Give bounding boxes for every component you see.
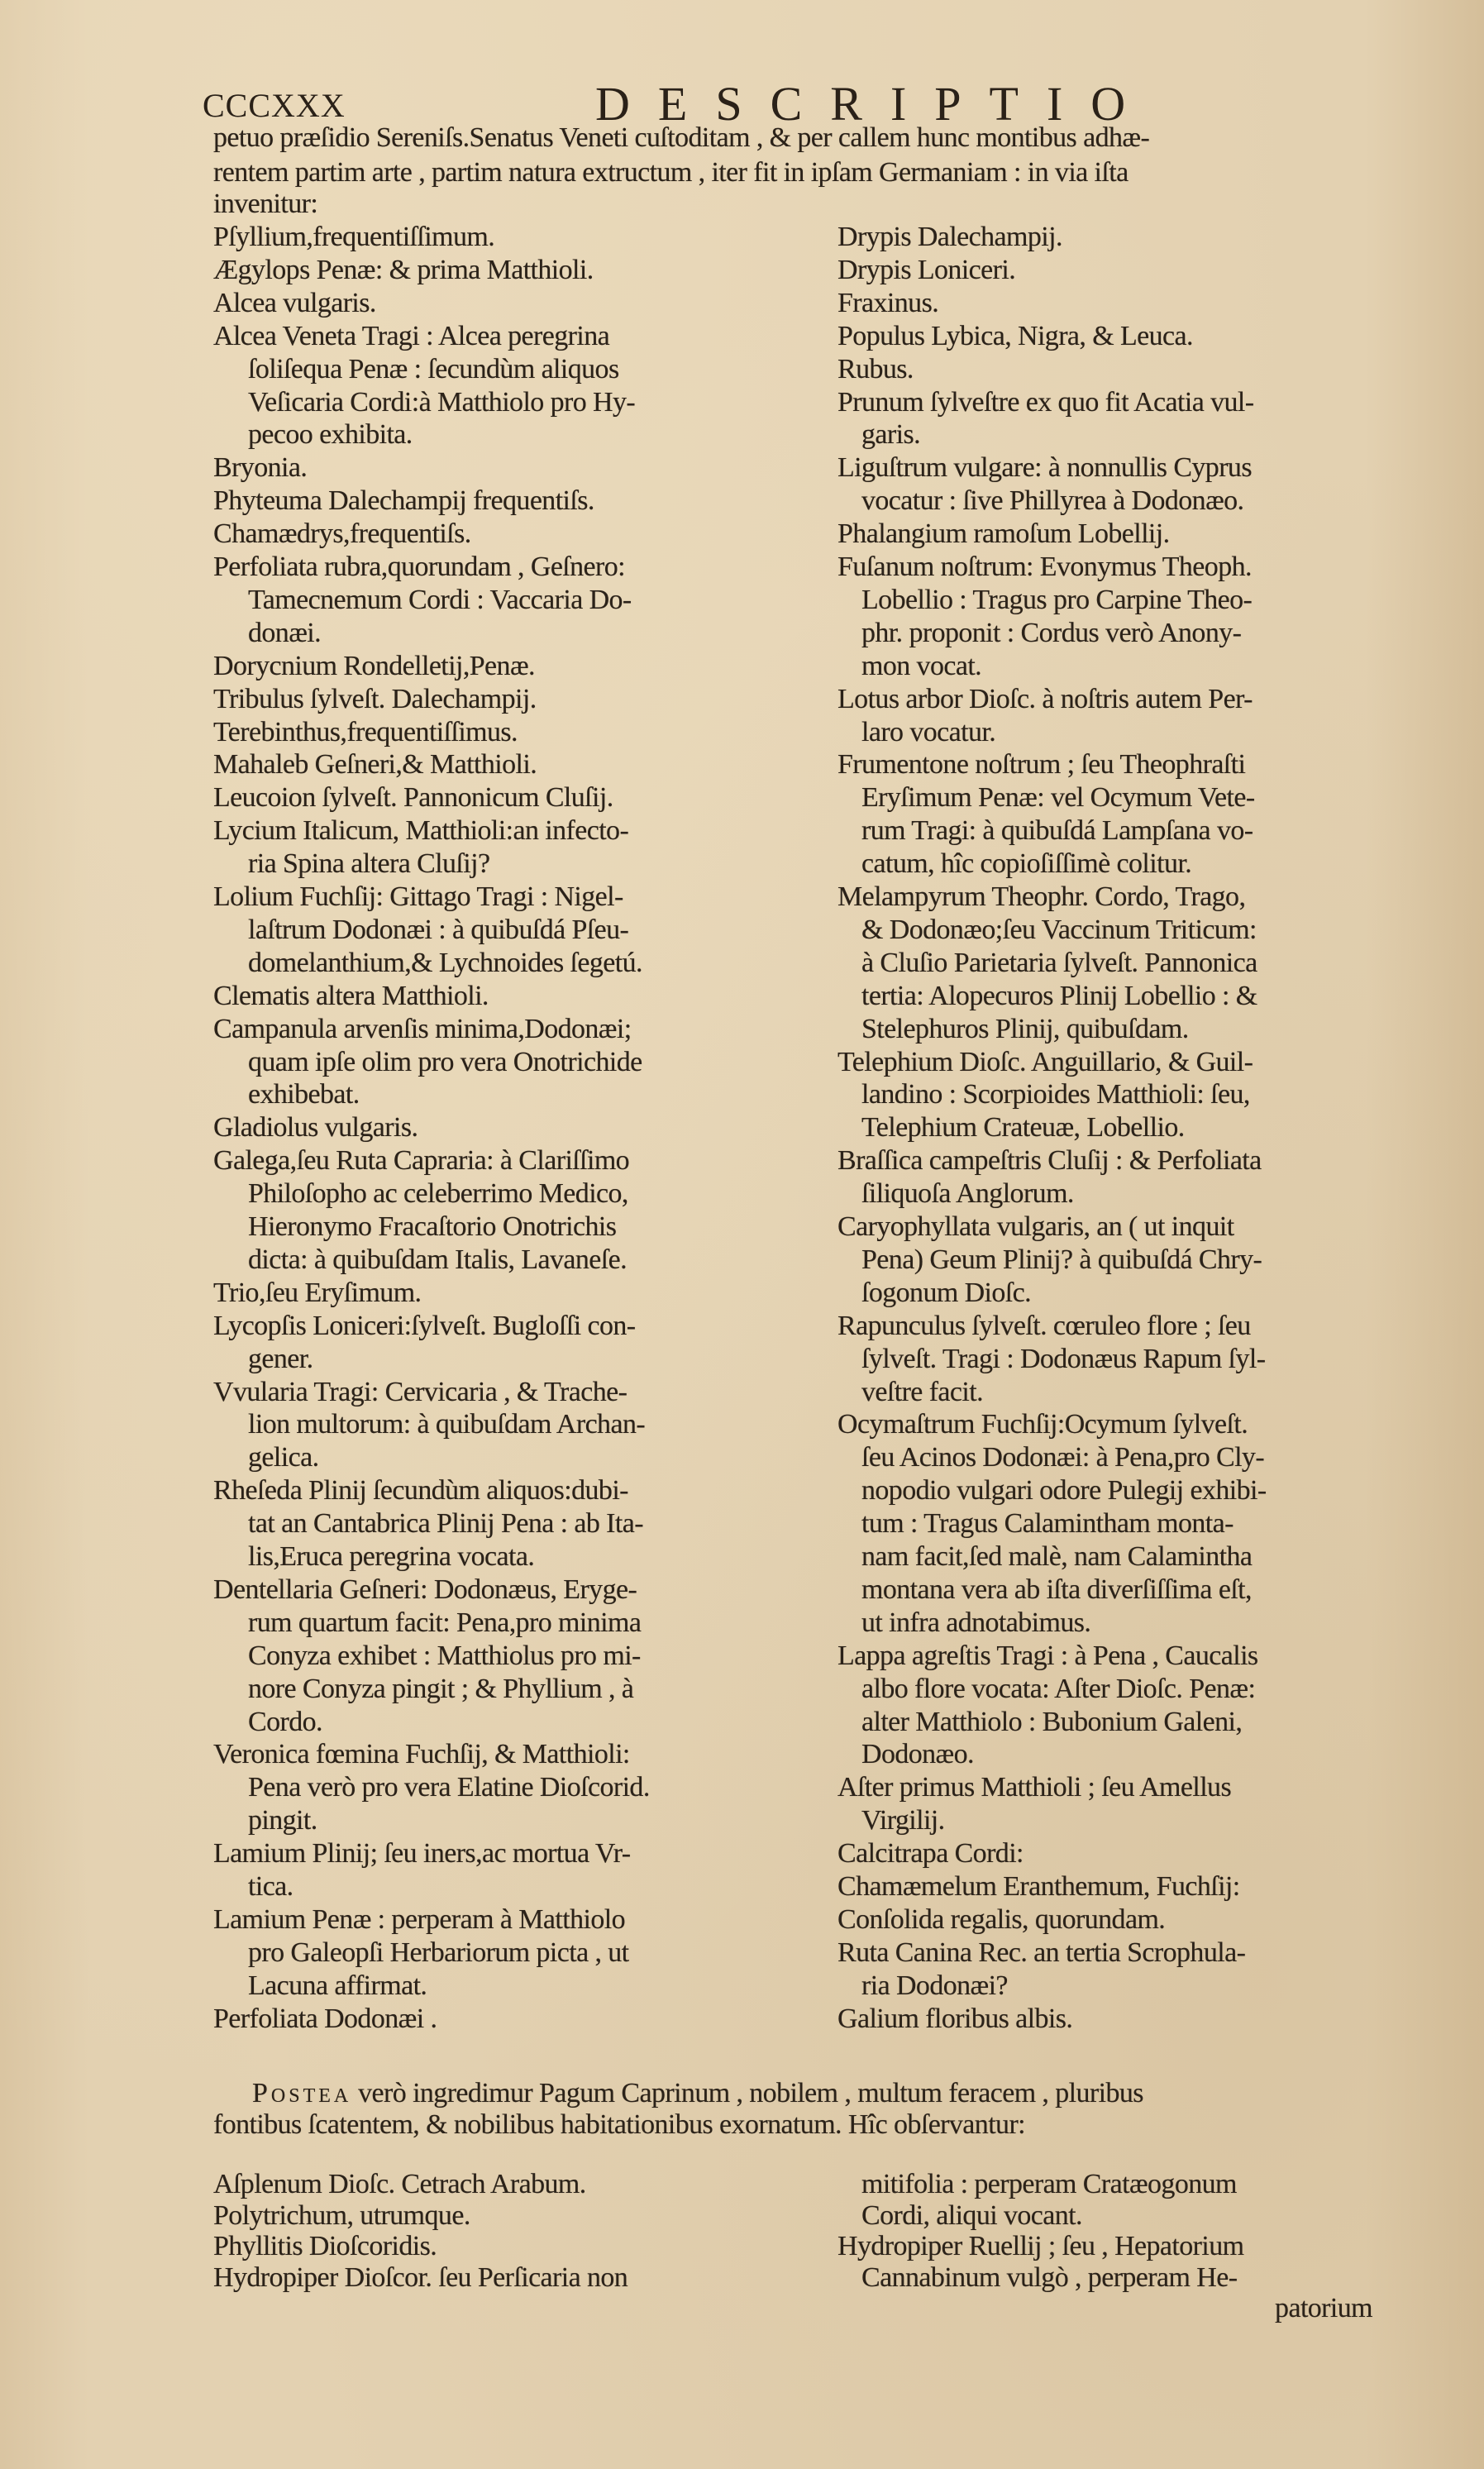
list-line: Cannabinum vulgò , perperam He- bbox=[861, 2261, 1238, 2293]
list-line: Chamæmelum Eranthemum, Fuchſij: bbox=[837, 1871, 1240, 1902]
list-line: Vvularia Tragi: Cervicaria , & Trache- bbox=[213, 1376, 627, 1407]
list-line: Dodonæo. bbox=[861, 1739, 974, 1770]
list-line: nore Conyza pingit ; & Phyllium , à bbox=[248, 1673, 634, 1704]
list-line: alter Matthiolo : Bubonium Galeni, bbox=[861, 1706, 1243, 1737]
list-line: Chamædrys,frequentiſs. bbox=[213, 518, 471, 550]
list-line: Perfoliata rubra,quorundam , Geſnero: bbox=[213, 552, 626, 582]
list-line: Lamium Plinij; ſeu iners,ac mortua Vr- bbox=[213, 1838, 631, 1870]
list-line: Prunum ſylveſtre ex quo fit Acatia vul- bbox=[837, 386, 1254, 418]
list-line: Lolium Fuchſij: Gittago Tragi : Nigel- bbox=[213, 881, 623, 912]
list-line: mon vocat. bbox=[861, 650, 982, 681]
list-line: ut infra adnotabimus. bbox=[861, 1607, 1091, 1638]
list-line: Hydropiper Ruellij ; ſeu , Hepatorium bbox=[837, 2231, 1244, 2261]
paragraph-text-1: verò ingredimur Pagum Caprinum , nobilem , multum feracem , pluribus bbox=[351, 2078, 1143, 2108]
list-line: laro vocatur. bbox=[861, 716, 996, 747]
list-line: Campanula arvenſis minima,Dodonæi; bbox=[213, 1013, 632, 1044]
list-line: Ocymaſtrum Fuchſij:Ocymum ſylveſt. bbox=[837, 1409, 1248, 1440]
list-line: rum Tragi: à quibuſdá Lampſana vo- bbox=[861, 815, 1253, 847]
list-line: Cordo. bbox=[248, 1706, 322, 1737]
intro-line: invenitur: bbox=[213, 189, 318, 219]
list-line: Lappa agreſtis Tragi : à Pena , Caucalis bbox=[837, 1640, 1258, 1671]
list-line: phr. proponit : Cordus verò Anony- bbox=[861, 617, 1242, 648]
list-line: catum, hîc copioſiſſimè colitur. bbox=[861, 848, 1192, 880]
list-line: Lycium Italicum, Matthioli:an infecto- bbox=[213, 815, 629, 847]
list-line: Liguſtrum vulgare: à nonnullis Cyprus bbox=[837, 452, 1252, 484]
list-line: lion multorum: à quibuſdam Archan- bbox=[248, 1409, 646, 1440]
list-line: garis. bbox=[861, 419, 920, 451]
list-line: Caryophyllata vulgaris, an ( ut inquit bbox=[837, 1211, 1234, 1242]
page-number: CCCXXX bbox=[203, 87, 346, 124]
list-line: Terebinthus,frequentiſſimus. bbox=[213, 716, 518, 747]
list-line: Ægylops Penæ: & prima Matthioli. bbox=[213, 254, 594, 285]
list-line: Gladiolus vulgaris. bbox=[213, 1112, 418, 1144]
list-line: Drypis Dalechampij. bbox=[837, 222, 1062, 252]
list-line: Lacuna affirmat. bbox=[248, 1970, 427, 2001]
list-line: Conyza exhibet : Matthiolus pro mi- bbox=[248, 1640, 641, 1671]
list-line: Dorycnium Rondelletij,Penæ. bbox=[213, 650, 535, 681]
list-line: Rapunculus ſylveſt. cœruleo flore ; ſeu bbox=[837, 1310, 1251, 1341]
list-line: Virgilij. bbox=[861, 1805, 945, 1836]
list-line: Trio,ſeu Eryſimum. bbox=[213, 1277, 422, 1308]
list-line: ſeu Acinos Dodonæi: à Pena,pro Cly- bbox=[861, 1442, 1265, 1473]
list-line: tica. bbox=[248, 1871, 293, 1902]
list-line: Leucoion ſylveſt. Pannonicum Cluſij. bbox=[213, 782, 613, 814]
list-line: Phyllitis Dioſcoridis. bbox=[213, 2231, 437, 2261]
list-line: tertia: Alopecuros Plinij Lobellio : & bbox=[861, 980, 1257, 1011]
list-line: Polytrichum, utrumque. bbox=[213, 2199, 470, 2231]
list-line: gelica. bbox=[248, 1442, 319, 1473]
list-line: exhibebat. bbox=[248, 1079, 360, 1110]
list-line: Pena) Geum Plinij? à quibuſdá Chry- bbox=[861, 1244, 1262, 1275]
list-line: tat an Cantabrica Plinij Pena : ab Ita- bbox=[248, 1508, 643, 1540]
list-line: laſtrum Dodonæi : à quibuſdá Pſeu- bbox=[248, 914, 629, 945]
list-line: pingit. bbox=[248, 1805, 317, 1836]
list-line: Populus Lybica, Nigra, & Leuca. bbox=[837, 320, 1193, 351]
list-line: pro Galeopſi Herbariorum picta , ut bbox=[248, 1937, 629, 1968]
list-line: Lobellio : Tragus pro Carpine Theo- bbox=[861, 584, 1253, 615]
list-line: Rheſeda Plinij ſecundùm aliquos:dubi- bbox=[213, 1475, 628, 1507]
list-line: Lycopſis Loniceri:ſylveſt. Bugloſſi con- bbox=[213, 1310, 636, 1341]
list-line: Frumentone noſtrum ; ſeu Theophraſti bbox=[837, 749, 1246, 781]
list-line: Phyteuma Dalechampij frequentiſs. bbox=[213, 485, 594, 517]
intro-line: rentem partim arte , partim natura extructum , iter fit in ipſam Germaniam : in via iſta bbox=[213, 157, 1129, 188]
paragraph-line-2 bbox=[213, 2109, 1025, 2141]
list-line: Philoſopho ac celeberrimo Medico, bbox=[248, 1178, 628, 1210]
intro-line: petuo præſidio Sereniſs.Senatus Veneti cuſtoditam , & per callem hunc montibus adhæ- bbox=[213, 122, 1150, 153]
paragraph-line-1 bbox=[252, 2078, 1143, 2109]
list-line: Stelephuros Plinij, quibuſdam. bbox=[861, 1013, 1189, 1044]
list-line: ſylveſt. Tragi : Dodonæus Rapum ſyl- bbox=[861, 1343, 1266, 1374]
list-line: nam facit,ſed malè, nam Calamintha bbox=[861, 1541, 1253, 1572]
list-line: Veſicaria Cordi:à Matthiolo pro Hy- bbox=[248, 386, 636, 418]
list-line: Aſplenum Dioſc. Cetrach Arabum. bbox=[213, 2169, 586, 2199]
list-line: Rubus. bbox=[837, 353, 914, 384]
list-line: Lamium Penæ : perperam à Matthiolo bbox=[213, 1903, 625, 1935]
list-line: Alcea vulgaris. bbox=[213, 287, 376, 318]
list-line: dicta: à quibuſdam Italis, Lavaneſe. bbox=[248, 1244, 627, 1275]
list-line: à Cluſio Parietaria ſylveſt. Pannonica bbox=[861, 947, 1257, 978]
list-line: albo flore vocata: Aſter Dioſc. Penæ: bbox=[861, 1673, 1256, 1704]
list-line: Lotus arbor Dioſc. à noſtris autem Per- bbox=[837, 683, 1253, 714]
list-line: Cordi, aliqui vocant. bbox=[861, 2199, 1082, 2231]
list-line: Drypis Loniceri. bbox=[837, 254, 1016, 285]
list-line: domelanthium,& Lychnoides ſegetú. bbox=[248, 947, 642, 978]
list-line: mitifolia : perperam Cratæogonum bbox=[861, 2169, 1237, 2199]
list-line: ria Spina altera Cluſij? bbox=[248, 848, 490, 880]
list-line: Pena verò pro vera Elatine Dioſcorid. bbox=[248, 1772, 650, 1803]
list-line: montana vera ab iſta diverſiſſima eſt, bbox=[861, 1574, 1252, 1605]
list-line: veſtre facit. bbox=[861, 1376, 983, 1407]
list-line: tum : Tragus Calamintham monta- bbox=[861, 1508, 1233, 1540]
list-line: vocatur : ſive Phillyrea à Dodonæo. bbox=[861, 485, 1244, 517]
list-line: Tamecnemum Cordi : Vaccaria Do- bbox=[248, 584, 632, 615]
list-line: Phalangium ramoſum Lobellij. bbox=[837, 518, 1170, 550]
list-line: ſogonum Dioſc. bbox=[861, 1277, 1032, 1308]
list-line: Calcitrapa Cordi: bbox=[837, 1838, 1024, 1870]
list-line: pecoo exhibita. bbox=[248, 419, 413, 451]
list-line: Alcea Veneta Tragi : Alcea peregrina bbox=[213, 320, 610, 351]
list-line: Ruta Canina Rec. an tertia Scrophula- bbox=[837, 1937, 1246, 1968]
list-line: Bryonia. bbox=[213, 452, 308, 484]
list-line: Pſyllium,frequentiſſimum. bbox=[213, 222, 495, 252]
list-line: Hieronymo Fracaſtorio Onotrichis bbox=[248, 1211, 617, 1242]
list-line: gener. bbox=[248, 1343, 313, 1374]
list-line: Veronica fœmina Fuchſij, & Matthioli: bbox=[213, 1739, 630, 1770]
list-line: Perfoliata Dodonæi . bbox=[213, 2003, 437, 2034]
list-line: ſiliquoſa Anglorum. bbox=[861, 1178, 1074, 1210]
list-line: Hydropiper Dioſcor. ſeu Perſicaria non bbox=[213, 2261, 628, 2293]
list-line: patorium bbox=[1275, 2293, 1372, 2323]
list-line: Clematis altera Matthioli. bbox=[213, 980, 489, 1011]
list-line: landino : Scorpioides Matthioli: ſeu, bbox=[861, 1079, 1250, 1110]
list-line: Galium floribus albis. bbox=[837, 2003, 1073, 2034]
list-line: donæi. bbox=[248, 617, 322, 648]
list-line: Fraxinus. bbox=[837, 287, 939, 318]
list-line: Conſolida regalis, quorundam. bbox=[837, 1903, 1166, 1935]
list-line: rum quartum facit: Pena,pro minima bbox=[248, 1607, 642, 1638]
list-line: Galega,ſeu Ruta Capraria: à Clariſſimo bbox=[213, 1145, 630, 1177]
list-line: Fuſanum noſtrum: Evonymus Theoph. bbox=[837, 552, 1252, 582]
paragraph-text-2: fontibus ſcatentem, & nobilibus habitationibus exornatum. Hîc obſervantur: bbox=[213, 2109, 1026, 2140]
list-line: nopodio vulgari odore Pulegij exhibi- bbox=[861, 1475, 1267, 1507]
list-line: quam ipſe olim pro vera Onotrichide bbox=[248, 1046, 642, 1077]
list-line: ſoliſequa Penæ : ſecundùm aliquos bbox=[248, 353, 619, 384]
list-line: Mahaleb Geſneri,& Matthioli. bbox=[213, 749, 537, 781]
list-line: Eryſimum Penæ: vel Ocymum Vete- bbox=[861, 782, 1255, 814]
list-line: Braſſica campeſtris Cluſij : & Perfoliata bbox=[837, 1145, 1262, 1177]
list-line: & Dodonæo;ſeu Vaccinum Triticum: bbox=[861, 914, 1257, 945]
list-line: Telephium Dioſc. Anguillario, & Guil- bbox=[837, 1046, 1253, 1077]
list-line: Aſter primus Matthioli ; ſeu Amellus bbox=[837, 1772, 1232, 1803]
list-line: ria Dodonæi? bbox=[861, 1970, 1008, 2001]
list-line: Telephium Crateuæ, Lobellio. bbox=[861, 1112, 1185, 1144]
list-line: Dentellaria Geſneri: Dodonæus, Eryge- bbox=[213, 1574, 637, 1605]
list-line: lis,Eruca peregrina vocata. bbox=[248, 1541, 535, 1572]
paragraph-lead-caps: Postea bbox=[252, 2078, 352, 2108]
running-title: DESCRIPTIO bbox=[595, 77, 1154, 131]
list-line: Tribulus ſylveſt. Dalechampij. bbox=[213, 683, 537, 714]
list-line: Melampyrum Theophr. Cordo, Trago, bbox=[837, 881, 1246, 912]
